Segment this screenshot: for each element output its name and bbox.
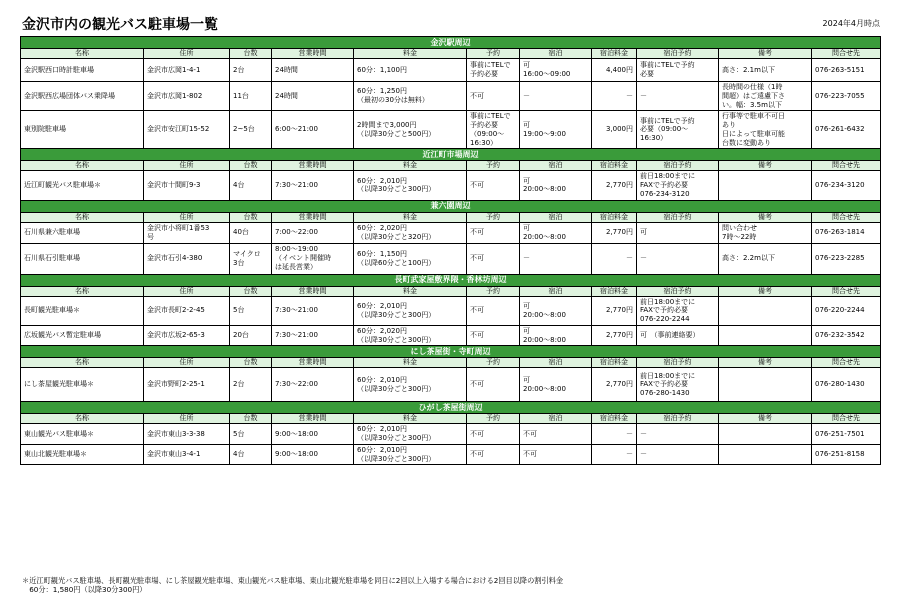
table-row (21, 59, 881, 82)
table-cell: 金沢市東山3-3-38 (144, 424, 230, 445)
column-header: 料金 (354, 49, 467, 59)
column-header: 宿泊 (520, 212, 592, 222)
table-cell: 東別院駐車場 (21, 111, 144, 149)
table-cell: 076-263-1814 (812, 222, 881, 243)
table-cell: 不可 (467, 424, 520, 445)
column-header: 営業時間 (272, 358, 354, 368)
column-header: 宿泊 (520, 358, 592, 368)
table-cell: 金沢駅西広場団体バス乗降場 (21, 82, 144, 111)
table-cell: 前日18:00までに FAXで予約必要 076-280-1430 (637, 368, 719, 402)
table-cell: 076-223-2285 (812, 243, 881, 274)
table-cell: 7:30～21:00 (272, 296, 354, 325)
column-header: 問合せ先 (812, 161, 881, 171)
column-header: 名称 (21, 414, 144, 424)
column-header: 問合せ先 (812, 286, 881, 296)
section-title: にし茶屋街・寺町周辺 (21, 346, 881, 358)
table-cell: 不可 (520, 424, 592, 445)
table-cell: － (637, 243, 719, 274)
table-cell: 金沢市長町2-2-45 (144, 296, 230, 325)
table-cell: 可 （事前連絡要） (637, 325, 719, 346)
column-header: 問合せ先 (812, 212, 881, 222)
table-cell: 60分：1,250円 （最初の30分は無料） (354, 82, 467, 111)
column-header: 予約 (467, 161, 520, 171)
table-cell: 2,770円 (592, 325, 637, 346)
column-header: 料金 (354, 212, 467, 222)
column-header: 予約 (467, 286, 520, 296)
section-header (21, 402, 881, 414)
table-cell: 不可 (467, 222, 520, 243)
table-row (21, 424, 881, 445)
table-cell: 可 20:00～8:00 (520, 171, 592, 200)
table-cell: 076-251-8158 (812, 444, 881, 465)
table-cell: 24時間 (272, 59, 354, 82)
table-cell: 金沢駅西口時計駐車場 (21, 59, 144, 82)
column-header: 料金 (354, 286, 467, 296)
column-header: 宿泊料金 (592, 358, 637, 368)
table-cell: 60分：2,010円 （以降30分ごと300円） (354, 368, 467, 402)
column-header: 宿泊 (520, 414, 592, 424)
column-header: 備考 (719, 161, 812, 171)
column-header: 問合せ先 (812, 414, 881, 424)
table-cell (719, 171, 812, 200)
table-cell: 076-234-3120 (812, 171, 881, 200)
column-header: 備考 (719, 212, 812, 222)
table-cell: － (520, 82, 592, 111)
column-header: 備考 (719, 414, 812, 424)
table-cell: 2,770円 (592, 222, 637, 243)
table-cell: 4台 (230, 171, 272, 200)
column-header: 名称 (21, 161, 144, 171)
table-cell: 7:30～21:00 (272, 325, 354, 346)
table-cell: 5台 (230, 424, 272, 445)
table-cell: 可 20:00～8:00 (520, 325, 592, 346)
table-cell: 2,770円 (592, 171, 637, 200)
column-header: 予約 (467, 212, 520, 222)
as-of-date: 2024年4月時点 (822, 19, 880, 28)
table-cell: 事前にTELで予約 必要（09:00～ 16:30） (637, 111, 719, 149)
section-title: 金沢駅周辺 (21, 37, 881, 49)
table-row (21, 368, 881, 402)
table-cell: 金沢市広岡1-802 (144, 82, 230, 111)
column-header: 住所 (144, 414, 230, 424)
column-header: 料金 (354, 161, 467, 171)
table-cell: － (637, 444, 719, 465)
table-cell: － (637, 82, 719, 111)
table-cell: 60分：1,150円 （以降60分ごと100円） (354, 243, 467, 274)
table-cell: 不可 (520, 444, 592, 465)
table-cell: 60分：2,020円 （以降30分ごと300円） (354, 325, 467, 346)
table-cell: 9:00～18:00 (272, 444, 354, 465)
table-cell: 60分：2,010円 （以降30分ごと300円） (354, 424, 467, 445)
table-cell: 金沢市東山3-4-1 (144, 444, 230, 465)
table-cell: 高さ：2.1m以下 (719, 59, 812, 82)
table-cell: 4,400円 (592, 59, 637, 82)
table-cell: 東山観光バス駐車場＊ (21, 424, 144, 445)
column-header-row (21, 161, 881, 171)
section-title: 長町武家屋敷界隈・香林坊周辺 (21, 274, 881, 286)
column-header: 宿泊 (520, 49, 592, 59)
column-header: 宿泊 (520, 161, 592, 171)
section-header (21, 200, 881, 212)
table-cell: 60分：2,010円 （以降30分ごと300円） (354, 296, 467, 325)
column-header: 備考 (719, 358, 812, 368)
table-cell: 長町観光駐車場＊ (21, 296, 144, 325)
column-header: 台数 (230, 358, 272, 368)
column-header: 住所 (144, 49, 230, 59)
column-header: 台数 (230, 286, 272, 296)
table-cell: 2台 (230, 59, 272, 82)
section-header (21, 274, 881, 286)
table-cell (719, 368, 812, 402)
table-cell: 2~5台 (230, 111, 272, 149)
table-cell: 可 16:00～09:00 (520, 59, 592, 82)
column-header: 予約 (467, 49, 520, 59)
column-header: 名称 (21, 358, 144, 368)
column-header: 問合せ先 (812, 49, 881, 59)
table-cell: 7:30～21:00 (272, 171, 354, 200)
table-cell: 3,000円 (592, 111, 637, 149)
column-header: 宿泊 (520, 286, 592, 296)
table-cell: 076-251-7501 (812, 424, 881, 445)
column-header: 住所 (144, 286, 230, 296)
column-header: 宿泊予約 (637, 212, 719, 222)
column-header: 備考 (719, 49, 812, 59)
table-row (21, 222, 881, 243)
column-header: 名称 (21, 49, 144, 59)
column-header: 宿泊料金 (592, 286, 637, 296)
table-row (21, 111, 881, 149)
table-cell: 近江町観光バス駐車場＊ (21, 171, 144, 200)
table-cell: － (592, 444, 637, 465)
table-cell: 60分：2,010円 （以降30分ごと300円） (354, 444, 467, 465)
table-cell: 金沢市野町2-25-1 (144, 368, 230, 402)
column-header: 営業時間 (272, 161, 354, 171)
table-row (21, 243, 881, 274)
section-header (21, 346, 881, 358)
section-title: 兼六園周辺 (21, 200, 881, 212)
table-cell: 60分：1,100円 (354, 59, 467, 82)
table-cell: 問い合わせ 7時～22時 (719, 222, 812, 243)
column-header: 台数 (230, 414, 272, 424)
column-header: 台数 (230, 212, 272, 222)
table-cell: 2,770円 (592, 368, 637, 402)
table-cell: － (520, 243, 592, 274)
table-cell: にし茶屋観光駐車場＊ (21, 368, 144, 402)
table-cell: 可 (637, 222, 719, 243)
column-header: 宿泊料金 (592, 49, 637, 59)
column-header: 備考 (719, 286, 812, 296)
table-cell: 行事等で駐車不可日 あり 日によって駐車可能 台数に変動あり (719, 111, 812, 149)
table-cell: 076-232-3542 (812, 325, 881, 346)
table-row (21, 325, 881, 346)
table-cell: 不可 (467, 171, 520, 200)
table-cell: 不可 (467, 325, 520, 346)
column-header: 料金 (354, 414, 467, 424)
column-header: 宿泊予約 (637, 286, 719, 296)
table-cell: 事前にTELで予約 必要 (637, 59, 719, 82)
column-header: 宿泊料金 (592, 414, 637, 424)
table-cell: 金沢市安江町15-52 (144, 111, 230, 149)
table-cell: 不可 (467, 296, 520, 325)
table-row (21, 444, 881, 465)
table-row (21, 296, 881, 325)
column-header-row (21, 286, 881, 296)
table-cell: － (592, 82, 637, 111)
table-cell: 076-261-6432 (812, 111, 881, 149)
table-cell: 2台 (230, 368, 272, 402)
table-cell: 石川県石引駐車場 (21, 243, 144, 274)
table-cell (719, 444, 812, 465)
column-header: 予約 (467, 358, 520, 368)
section-header (21, 37, 881, 49)
table-cell: 2時間まで3,000円 （以降30分ごと500円） (354, 111, 467, 149)
column-header: 営業時間 (272, 212, 354, 222)
table-cell: 5台 (230, 296, 272, 325)
table-cell: 不可 (467, 368, 520, 402)
table-cell: 前日18:00までに FAXで予約必要 076-220-2244 (637, 296, 719, 325)
table-cell: 7:30～22:00 (272, 368, 354, 402)
column-header: 住所 (144, 161, 230, 171)
column-header: 営業時間 (272, 49, 354, 59)
column-header: 料金 (354, 358, 467, 368)
column-header: 台数 (230, 49, 272, 59)
table-cell: 40台 (230, 222, 272, 243)
column-header: 住所 (144, 358, 230, 368)
table-cell: 076-263-5151 (812, 59, 881, 82)
column-header: 宿泊予約 (637, 49, 719, 59)
column-header-row (21, 49, 881, 59)
column-header: 名称 (21, 286, 144, 296)
table-cell: 60分：2,020円 （以降30分ごと320円） (354, 222, 467, 243)
column-header: 宿泊料金 (592, 212, 637, 222)
table-cell: 11台 (230, 82, 272, 111)
column-header: 宿泊料金 (592, 161, 637, 171)
table-cell: 金沢市小将町1番53 号 (144, 222, 230, 243)
column-header: 名称 (21, 212, 144, 222)
table-cell: 076-220-2244 (812, 296, 881, 325)
table-cell: 長時間の仕様（1時 間超）はご遠慮下さ い。幅：3.5m以下 (719, 82, 812, 111)
column-header: 宿泊予約 (637, 414, 719, 424)
table-cell: 不可 (467, 243, 520, 274)
table-cell: － (592, 243, 637, 274)
table-cell (719, 325, 812, 346)
table-cell: 東山北観光駐車場＊ (21, 444, 144, 465)
column-header: 営業時間 (272, 286, 354, 296)
table-cell: 金沢市十間町9-3 (144, 171, 230, 200)
table-cell: マイクロ 3台 (230, 243, 272, 274)
table-row (21, 82, 881, 111)
footnote: ＊近江町観光バス駐車場、長町観光駐車場、にし茶屋観光駐車場、東山観光バス駐車場、東山北観光駐車場を同日に2回以上入場する場合における2回目以降の割引料金 60分：1,580円（以降30分300円） (22, 576, 564, 595)
table-cell: 可 20:00～8:00 (520, 296, 592, 325)
table-cell (719, 424, 812, 445)
section-title: 近江町市場周辺 (21, 149, 881, 161)
parking-table (20, 36, 881, 465)
column-header: 予約 (467, 414, 520, 424)
column-header-row (21, 212, 881, 222)
table-cell: 前日18:00までに FAXで予約必要 076-234-3120 (637, 171, 719, 200)
column-header: 住所 (144, 212, 230, 222)
table-cell: 金沢市石引4-380 (144, 243, 230, 274)
section-title: ひがし茶屋街周辺 (21, 402, 881, 414)
table-cell: 2,770円 (592, 296, 637, 325)
table-cell: 24時間 (272, 82, 354, 111)
column-header: 台数 (230, 161, 272, 171)
table-cell: － (637, 424, 719, 445)
table-cell: 7:00～22:00 (272, 222, 354, 243)
table-cell: 可 20:00～8:00 (520, 222, 592, 243)
table-cell: 不可 (467, 82, 520, 111)
section-header (21, 149, 881, 161)
table-cell: 8:00～19:00 （イベント開催時 は延長営業） (272, 243, 354, 274)
table-cell: 076-280-1430 (812, 368, 881, 402)
table-cell: 金沢市広岡1-4-1 (144, 59, 230, 82)
column-header-row (21, 358, 881, 368)
table-cell: 事前にTELで 予約必要 （09:00～ 16:30） (467, 111, 520, 149)
table-cell: 6:00～21:00 (272, 111, 354, 149)
page-title: 金沢市内の観光バス駐車場一覧 (22, 17, 218, 33)
column-header-row (21, 414, 881, 424)
table-cell (719, 296, 812, 325)
table-cell: 076-223-7055 (812, 82, 881, 111)
column-header: 宿泊予約 (637, 358, 719, 368)
table-cell: 高さ：2.2m以下 (719, 243, 812, 274)
column-header: 問合せ先 (812, 358, 881, 368)
table-cell: 金沢市広坂2-65-3 (144, 325, 230, 346)
table-cell: 20台 (230, 325, 272, 346)
table-cell: 事前にTELで 予約必要 (467, 59, 520, 82)
table-row (21, 171, 881, 200)
table-cell: 可 19:00～9:00 (520, 111, 592, 149)
table-cell: － (592, 424, 637, 445)
column-header: 営業時間 (272, 414, 354, 424)
table-cell: 60分：2,010円 （以降30分ごと300円） (354, 171, 467, 200)
table-cell: 可 20:00～8:00 (520, 368, 592, 402)
table-cell: 石川県兼六駐車場 (21, 222, 144, 243)
table-cell: 9:00～18:00 (272, 424, 354, 445)
column-header: 宿泊予約 (637, 161, 719, 171)
table-cell: 不可 (467, 444, 520, 465)
table-cell: 4台 (230, 444, 272, 465)
table-cell: 広坂観光バス暫定駐車場 (21, 325, 144, 346)
